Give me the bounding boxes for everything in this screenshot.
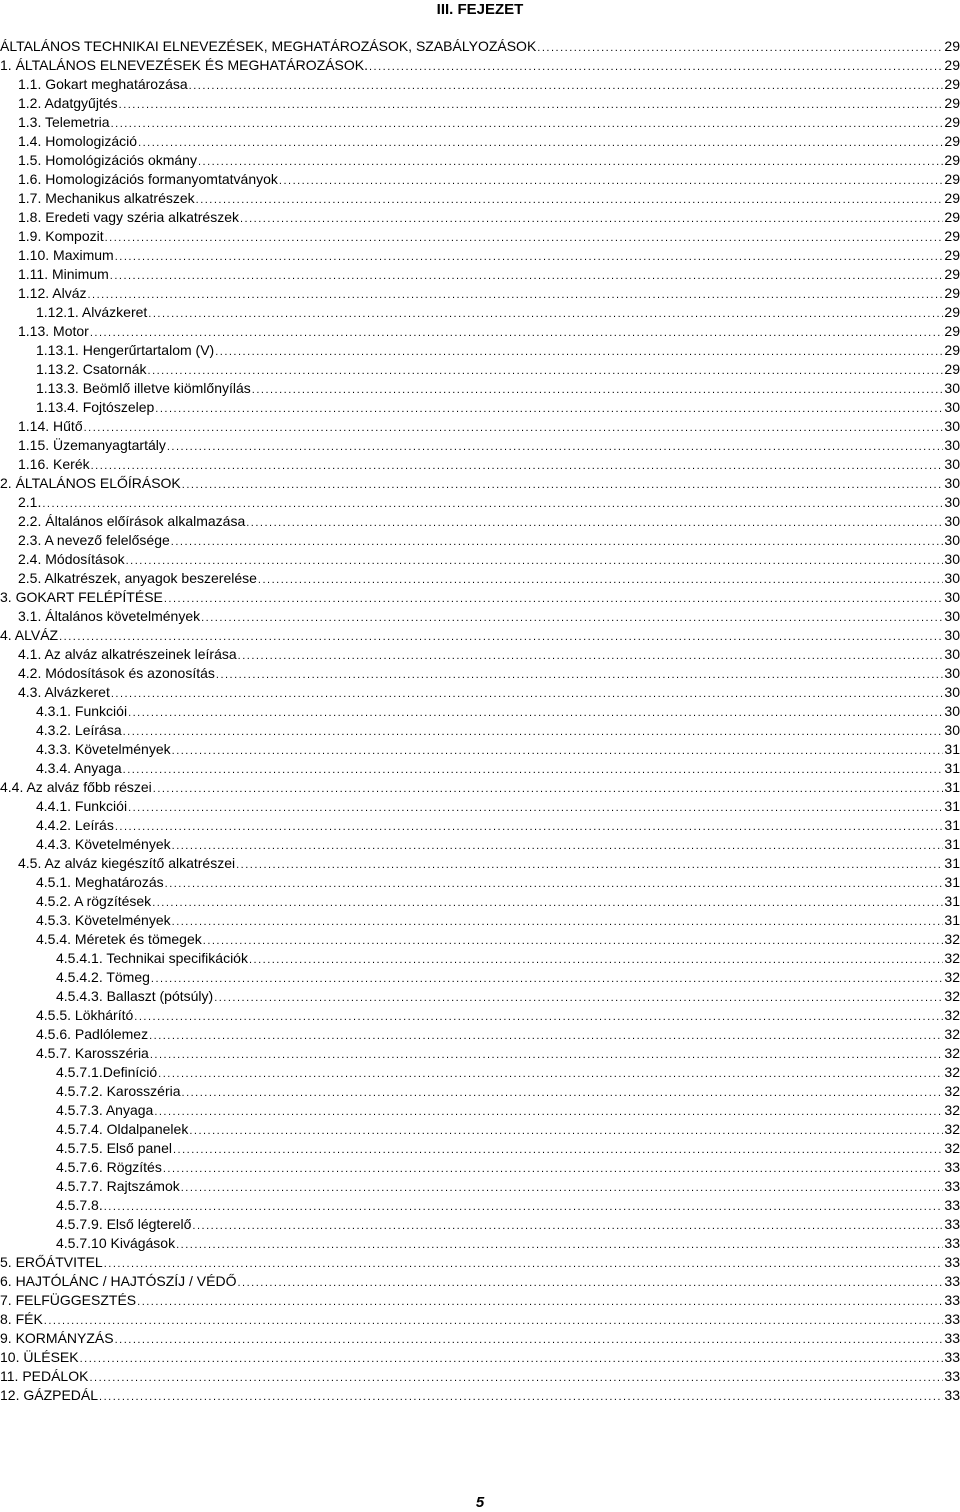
toc-entry[interactable] <box>0 835 960 854</box>
toc-entry-page: 29 <box>944 114 960 130</box>
toc-leader-dots <box>201 609 943 626</box>
toc-entry[interactable] <box>0 360 960 379</box>
toc-entry-title: 4.5.7.4. Oldalpanelek <box>56 1121 189 1137</box>
toc-entry-title: 4.5.5. Lökhárító <box>36 1007 134 1023</box>
toc-entry[interactable] <box>0 1063 960 1082</box>
toc-entry[interactable] <box>0 1348 960 1367</box>
toc-entry[interactable] <box>0 1139 960 1158</box>
toc-leader-dots <box>148 305 943 322</box>
toc-entry[interactable] <box>0 1367 960 1386</box>
toc-entry-page: 30 <box>944 475 960 491</box>
toc-entry[interactable] <box>0 930 960 949</box>
toc-leader-dots <box>192 1217 943 1234</box>
toc-entry-title: 1.15. Üzemanyagtartály <box>18 437 166 453</box>
toc-entry-title: 9. KORMÁNYZÁS <box>0 1330 114 1346</box>
toc-leader-dots <box>214 989 943 1006</box>
toc-leader-dots <box>236 856 943 873</box>
toc-leader-dots <box>99 1388 943 1405</box>
toc-leader-dots <box>90 324 944 341</box>
toc-entry[interactable] <box>0 987 960 1006</box>
toc-entry[interactable] <box>0 740 960 759</box>
toc-entry[interactable] <box>0 550 960 569</box>
toc-entry-title: 3. GOKART FELÉPÍTÉSE <box>0 589 163 605</box>
toc-leader-dots <box>149 1027 943 1044</box>
toc-entry[interactable] <box>0 1234 960 1253</box>
toc-leader-dots <box>154 1103 943 1120</box>
toc-entry-title: 4.5.4.3. Ballaszt (pótsúly) <box>56 988 214 1004</box>
toc-entry-title: 4.5.6. Padlólemez <box>36 1026 149 1042</box>
toc-leader-dots <box>203 932 944 949</box>
toc-entry-title: 1.14. Hűtő <box>18 418 83 434</box>
toc-leader-dots <box>167 438 944 455</box>
toc-entry-page: 33 <box>944 1387 960 1403</box>
toc-leader-dots <box>182 476 944 493</box>
toc-entry-title: 2.3. A nevező felelősége <box>18 532 170 548</box>
toc-entry-page: 32 <box>944 1026 960 1042</box>
toc-leader-dots <box>158 1065 943 1082</box>
toc-entry-title: 4.3.3. Követelmények <box>36 741 171 757</box>
toc-entry-title: 4.5.7.6. Rögzítés <box>56 1159 162 1175</box>
toc-leader-dots <box>151 970 944 987</box>
toc-entry-page: 32 <box>944 1121 960 1137</box>
toc-entry-title: 1.11. Minimum <box>18 266 109 282</box>
toc-leader-dots <box>115 1331 944 1348</box>
toc-entry-title: 4.4. Az alváz főbb részei <box>0 779 152 795</box>
toc-leader-dots <box>111 685 944 702</box>
toc-entry-page: 33 <box>944 1197 960 1213</box>
toc-leader-dots <box>246 514 943 531</box>
toc-entry[interactable] <box>0 778 960 797</box>
toc-entry-page: 33 <box>944 1159 960 1175</box>
toc-entry-title: 4.5.7.10 Kivágások <box>56 1235 176 1251</box>
toc-leader-dots <box>128 799 943 816</box>
toc-leader-dots <box>182 1084 944 1101</box>
toc-entry-page: 30 <box>944 646 960 662</box>
toc-leader-dots <box>171 533 944 550</box>
toc-entry[interactable] <box>0 322 960 341</box>
toc-entry-title: 11. PEDÁLOK <box>0 1368 89 1384</box>
toc-entry[interactable] <box>0 949 960 968</box>
toc-entry-page: 30 <box>944 684 960 700</box>
toc-entry[interactable] <box>0 1329 960 1348</box>
toc-entry[interactable] <box>0 702 960 721</box>
toc-leader-dots <box>172 742 944 759</box>
toc-entry[interactable] <box>0 189 960 208</box>
toc-entry-title: 6. HAJTÓLÁNC / HAJTÓSZÍJ / VÉDŐ <box>0 1273 237 1289</box>
toc-entry-page: 29 <box>944 133 960 149</box>
toc-entry-page: 30 <box>944 399 960 415</box>
toc-entry-page: 30 <box>944 456 960 472</box>
toc-entry[interactable] <box>0 607 960 626</box>
toc-entry[interactable] <box>0 645 960 664</box>
toc-entry[interactable] <box>0 854 960 873</box>
toc-entry-title: 1.1. Gokart meghatározása <box>18 76 188 92</box>
toc-entry-page: 32 <box>944 950 960 966</box>
toc-entry-page: 31 <box>944 741 960 757</box>
toc-entry-page: 30 <box>944 437 960 453</box>
toc-entry[interactable] <box>0 968 960 987</box>
toc-leader-dots <box>119 96 944 113</box>
toc-entry-page: 31 <box>944 798 960 814</box>
toc-entry[interactable] <box>0 151 960 170</box>
toc-entry-page: 31 <box>944 779 960 795</box>
toc-entry-page: 30 <box>944 551 960 567</box>
toc-leader-dots <box>198 153 943 170</box>
toc-leader-dots <box>155 400 943 417</box>
toc-leader-dots <box>91 457 944 474</box>
toc-entry-title: 1.7. Mechanikus alkatrészek <box>18 190 195 206</box>
toc-entry-page: 30 <box>944 665 960 681</box>
toc-entry[interactable] <box>0 1044 960 1063</box>
toc-entry-page: 30 <box>944 494 960 510</box>
toc-entry[interactable] <box>0 56 960 75</box>
toc-leader-dots <box>59 628 943 645</box>
toc-entry-page: 31 <box>944 893 960 909</box>
toc-leader-dots <box>137 1293 943 1310</box>
toc-entry-title: ÁLTALÁNOS TECHNIKAI ELNEVEZÉSEK, MEGHATÁROZÁSOK, SZABÁLYOZÁSOK <box>0 38 537 54</box>
toc-entry-title: 4.5.7. Karosszéria <box>36 1045 149 1061</box>
toc-leader-dots <box>148 362 944 379</box>
toc-leader-dots <box>172 837 944 854</box>
toc-entry-page: 32 <box>944 1140 960 1156</box>
toc-entry-title: 12. GÁZPEDÁL <box>0 1387 99 1403</box>
toc-entry-title: 1.10. Maximum <box>18 247 114 263</box>
toc-leader-dots <box>111 115 944 132</box>
toc-leader-dots <box>240 210 943 227</box>
toc-entry[interactable] <box>0 1025 960 1044</box>
toc-leader-dots <box>163 1160 944 1177</box>
toc-entry-title: 1.13. Motor <box>18 323 89 339</box>
page-number: 5 <box>475 1494 485 1511</box>
toc-entry[interactable] <box>0 1101 960 1120</box>
toc-entry-page: 29 <box>944 361 960 377</box>
toc-entry-title: 3.1. Általános követelmények <box>18 608 201 624</box>
toc-entry[interactable] <box>0 227 960 246</box>
toc-entry[interactable] <box>0 683 960 702</box>
toc-entry-title: 5. ERŐÁTVITEL <box>0 1254 103 1270</box>
toc-leader-dots <box>237 1274 943 1291</box>
toc-entry-title: 8. FÉK <box>0 1311 43 1327</box>
toc-entry-title: 4.3.1. Funkciói <box>36 703 128 719</box>
toc-entry-title: 4.4.1. Funkciói <box>36 798 128 814</box>
toc-leader-dots <box>176 1236 943 1253</box>
toc-entry[interactable] <box>0 626 960 645</box>
toc-entry-title: 1.13.1. Hengerűrtartalom (V) <box>36 342 215 358</box>
toc-entry[interactable] <box>0 113 960 132</box>
toc-entry[interactable] <box>0 75 960 94</box>
toc-entry-page: 33 <box>944 1273 960 1289</box>
toc-leader-dots <box>115 818 944 835</box>
toc-entry-title: 4.5. Az alváz kiegészítő alkatrészei <box>18 855 236 871</box>
toc-entry[interactable] <box>0 873 960 892</box>
toc-entry-page: 29 <box>944 190 960 206</box>
toc-entry-page: 33 <box>944 1330 960 1346</box>
toc-entry-page: 32 <box>944 1102 960 1118</box>
toc-leader-dots <box>258 571 944 588</box>
toc-entry[interactable] <box>0 284 960 303</box>
toc-leader-dots <box>215 343 943 360</box>
toc-entry[interactable] <box>0 208 960 227</box>
toc-entry-title: 4.5.1. Meghatározás <box>36 874 164 890</box>
toc-entry-page: 30 <box>944 703 960 719</box>
toc-entry-page: 29 <box>944 285 960 301</box>
toc-leader-dots <box>88 286 944 303</box>
toc-entry-title: 4. ALVÁZ <box>0 627 59 643</box>
toc-entry[interactable] <box>0 303 960 322</box>
toc-entry-title: 1.2. Adatgyűjtés <box>18 95 118 111</box>
toc-entry[interactable] <box>0 1158 960 1177</box>
toc-entry-title: 4.5.7.8. <box>56 1197 103 1213</box>
toc-entry[interactable] <box>0 797 960 816</box>
toc-leader-dots <box>44 1312 944 1329</box>
toc-leader-dots <box>153 780 944 797</box>
toc-entry[interactable] <box>0 436 960 455</box>
toc-entry-title: 10. ÜLÉSEK <box>0 1349 79 1365</box>
toc-entry-title: 1.13.2. Csatornák <box>36 361 147 377</box>
toc-entry[interactable] <box>0 1272 960 1291</box>
toc-entry-title: 4.3.2. Leírása <box>36 722 122 738</box>
toc-entry-title: 1.12.1. Alvázkeret <box>36 304 148 320</box>
toc-leader-dots <box>172 913 944 930</box>
toc-entry-title: 4.4.3. Követelmények <box>36 836 171 852</box>
toc-entry[interactable] <box>0 664 960 683</box>
toc-entry[interactable] <box>0 531 960 550</box>
toc-entry-title: 4.3. Alvázkeret <box>18 684 110 700</box>
toc-entry-page: 33 <box>944 1235 960 1251</box>
toc-entry-title: 1.8. Eredeti vagy széria alkatrészek <box>18 209 239 225</box>
toc-entry-page: 29 <box>944 266 960 282</box>
toc-entry-title: 4.5.7.9. Első légterelő <box>56 1216 192 1232</box>
toc-leader-dots <box>89 1369 943 1386</box>
toc-leader-dots <box>105 229 944 246</box>
toc-entry-page: 32 <box>944 931 960 947</box>
toc-leader-dots <box>252 381 944 398</box>
toc-leader-dots <box>164 590 944 607</box>
toc-entry[interactable] <box>0 474 960 493</box>
toc-entry[interactable] <box>0 341 960 360</box>
toc-entry[interactable] <box>0 379 960 398</box>
toc-entry[interactable] <box>0 512 960 531</box>
toc-entry-page: 33 <box>944 1349 960 1365</box>
toc-entry-page: 33 <box>944 1368 960 1384</box>
toc-entry-page: 29 <box>944 152 960 168</box>
toc-entry[interactable] <box>0 1082 960 1101</box>
toc-leader-dots <box>126 552 944 569</box>
toc-entry-page: 29 <box>944 209 960 225</box>
toc-leader-dots <box>104 1198 944 1215</box>
toc-leader-dots <box>128 704 943 721</box>
toc-leader-dots <box>196 191 944 208</box>
toc-leader-dots <box>369 58 943 75</box>
toc-entry[interactable] <box>0 1006 960 1025</box>
toc-entry-page: 30 <box>944 608 960 624</box>
toc-entry-page: 29 <box>944 304 960 320</box>
toc-entry-page: 30 <box>944 418 960 434</box>
toc-leader-dots <box>134 1008 943 1025</box>
toc-entry[interactable] <box>0 455 960 474</box>
toc-entry-title: 1.5. Homológizációs okmány <box>18 152 197 168</box>
toc-entry[interactable] <box>0 1291 960 1310</box>
toc-entry-page: 30 <box>944 722 960 738</box>
toc-entry-title: 4.1. Az alváz alkatrészeinek leírása <box>18 646 237 662</box>
toc-leader-dots <box>279 172 944 189</box>
toc-entry-page: 33 <box>944 1178 960 1194</box>
toc-entry-page: 31 <box>944 760 960 776</box>
toc-entry-title: 4.5.7.5. Első panel <box>56 1140 172 1156</box>
toc-leader-dots <box>123 723 944 740</box>
toc-entry[interactable] <box>0 911 960 930</box>
toc-entry-page: 32 <box>944 1007 960 1023</box>
toc-entry[interactable] <box>0 398 960 417</box>
toc-entry-page: 32 <box>944 988 960 1004</box>
toc-leader-dots <box>181 1179 944 1196</box>
toc-entry-title: 4.5.7.7. Rajtszámok <box>56 1178 180 1194</box>
toc-entry[interactable] <box>0 246 960 265</box>
toc-leader-dots <box>189 1122 943 1139</box>
toc-entry[interactable] <box>0 1253 960 1272</box>
toc-entry-title: 1.12. Alváz <box>18 285 87 301</box>
toc-entry-page: 29 <box>944 323 960 339</box>
toc-entry-title: 4.5.7.3. Anyaga <box>56 1102 154 1118</box>
toc-entry-page: 33 <box>944 1254 960 1270</box>
toc-leader-dots <box>42 495 943 512</box>
toc-entry-title: 4.2. Módosítások és azonosítás <box>18 665 215 681</box>
toc-entry-page: 30 <box>944 513 960 529</box>
toc-entry-page: 29 <box>944 247 960 263</box>
toc-entry[interactable] <box>0 588 960 607</box>
toc-entry-title: 2. ÁLTALÁNOS ELŐÍRÁSOK <box>0 475 181 491</box>
toc-entry-page: 30 <box>944 380 960 396</box>
toc-entry-page: 31 <box>944 912 960 928</box>
toc-entry-page: 30 <box>944 589 960 605</box>
toc-entry-title: 1.3. Telemetria <box>18 114 110 130</box>
toc-leader-dots <box>138 134 943 151</box>
toc-entry-page: 32 <box>944 1045 960 1061</box>
toc-entry[interactable] <box>0 892 960 911</box>
toc-entry[interactable] <box>0 94 960 113</box>
toc-entry-title: 1. ÁLTALÁNOS ELNEVEZÉSEK ÉS MEGHATÁROZÁSOK. <box>0 57 368 73</box>
toc-entry-page: 30 <box>944 627 960 643</box>
toc-leader-dots <box>152 894 943 911</box>
toc-leader-dots <box>84 419 944 436</box>
toc-entry-page: 33 <box>944 1292 960 1308</box>
toc-entry-title: 1.13.3. Beömlő illetve kiömlőnyílás <box>36 380 251 396</box>
toc-entry-page: 33 <box>944 1216 960 1232</box>
toc-entry[interactable] <box>0 569 960 588</box>
toc-entry-title: 1.4. Homologizáció <box>18 133 138 149</box>
toc-entry-title: 4.5.4.1. Technikai specifikációk <box>56 950 248 966</box>
toc-entry[interactable] <box>0 37 960 56</box>
toc-entry[interactable] <box>0 759 960 778</box>
toc-entry-page: 31 <box>944 874 960 890</box>
toc-leader-dots <box>150 1046 944 1063</box>
toc-entry[interactable] <box>0 1215 960 1234</box>
toc-entry-title: 4.3.4. Anyaga <box>36 760 122 776</box>
toc-entry[interactable] <box>0 132 960 151</box>
toc-entry-title: 2.2. Általános előírások alkalmazása <box>18 513 246 529</box>
toc-entry-page: 32 <box>944 1064 960 1080</box>
toc-entry-page: 33 <box>944 1311 960 1327</box>
toc-entry-title: 2.1. <box>18 494 42 510</box>
toc-leader-dots <box>165 875 944 892</box>
toc-entry-page: 31 <box>944 817 960 833</box>
toc-entry[interactable] <box>0 1120 960 1139</box>
toc-entry-page: 29 <box>944 228 960 244</box>
toc-entry[interactable] <box>0 721 960 740</box>
toc-entry-page: 29 <box>944 171 960 187</box>
toc-entry-title: 4.5.7.1.Definíció <box>56 1064 158 1080</box>
toc-entry-page: 30 <box>944 532 960 548</box>
toc-entry[interactable] <box>0 170 960 189</box>
toc-leader-dots <box>238 647 944 664</box>
toc-leader-dots <box>189 77 944 94</box>
toc-leader-dots <box>80 1350 944 1367</box>
toc-entry-title: 1.13.4. Fojtószelep <box>36 399 155 415</box>
toc-entry-title: 4.5.7.2. Karosszéria <box>56 1083 181 1099</box>
toc-leader-dots <box>173 1141 943 1158</box>
toc-entry[interactable] <box>0 1310 960 1329</box>
chapter-title: III. FEJEZET <box>436 1 524 18</box>
toc-entry[interactable] <box>0 1177 960 1196</box>
toc-entry-page: 29 <box>944 38 960 54</box>
toc-entry[interactable] <box>0 816 960 835</box>
toc-entry[interactable] <box>0 265 960 284</box>
toc-leader-dots <box>123 761 944 778</box>
toc-entry-title: 4.4.2. Leírás <box>36 817 114 833</box>
toc-leader-dots <box>110 267 944 284</box>
toc-entry-page: 32 <box>944 1083 960 1099</box>
toc-entry-title: 7. FELFÜGGESZTÉS <box>0 1292 137 1308</box>
toc-entry-title: 2.5. Alkatrészek, anyagok beszerelése <box>18 570 257 586</box>
toc-entry-page: 29 <box>944 342 960 358</box>
toc-entry-title: 4.5.4.2. Tömeg <box>56 969 150 985</box>
toc-entry-title: 4.5.2. A rögzítések <box>36 893 152 909</box>
toc-entry-title: 1.9. Kompozit <box>18 228 104 244</box>
toc-entry-page: 30 <box>944 570 960 586</box>
toc-entry-title: 4.5.3. Követelmények <box>36 912 171 928</box>
toc-leader-dots <box>115 248 944 265</box>
toc-entry-title: 2.4. Módosítások <box>18 551 125 567</box>
toc-entry[interactable] <box>0 417 960 436</box>
toc-entry-title: 1.16. Kerék <box>18 456 90 472</box>
toc-entry[interactable] <box>0 493 960 512</box>
toc-entry-page: 31 <box>944 836 960 852</box>
toc-entry-page: 29 <box>944 57 960 73</box>
toc-entry-title: 1.6. Homologizációs formanyomtatványok <box>18 171 278 187</box>
toc-entry-page: 29 <box>944 76 960 92</box>
toc-leader-dots <box>104 1255 944 1272</box>
table-of-contents <box>0 37 960 1405</box>
toc-entry[interactable] <box>0 1196 960 1215</box>
toc-leader-dots <box>216 666 944 683</box>
toc-entry-title: 4.5.4. Méretek és tömegek <box>36 931 202 947</box>
toc-entry[interactable] <box>0 1386 960 1405</box>
toc-leader-dots <box>537 39 943 56</box>
toc-entry-page: 32 <box>944 969 960 985</box>
toc-entry-page: 29 <box>944 95 960 111</box>
toc-entry-page: 31 <box>944 855 960 871</box>
toc-leader-dots <box>249 951 943 968</box>
